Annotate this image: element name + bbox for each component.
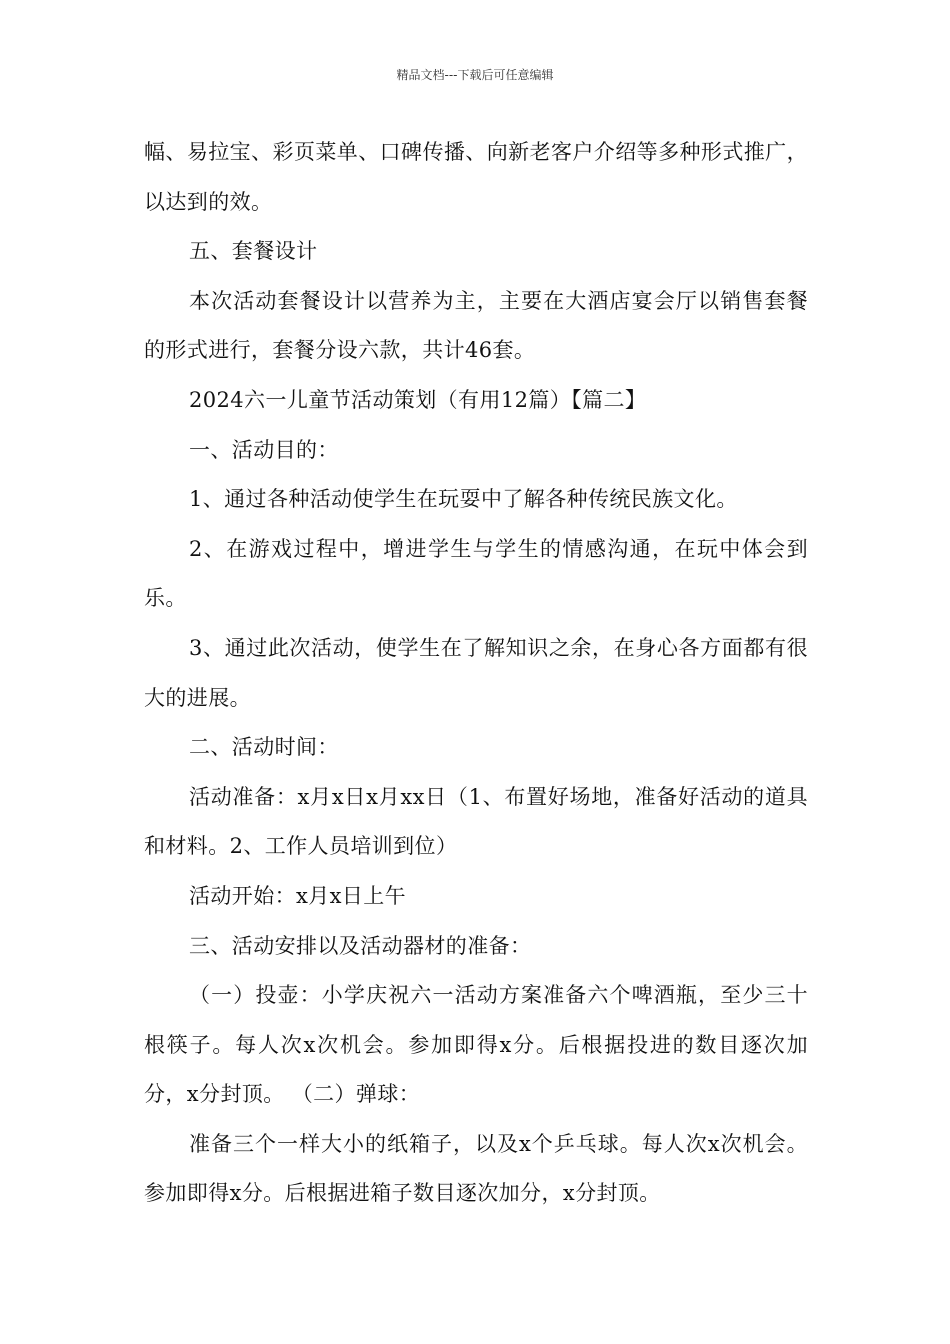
list-item: 1、通过各种活动使学生在玩耍中了解各种传统民族文化。: [189, 487, 738, 512]
list-item: 3、通过此次活动，使学生在了解知识之余，在身心各方面都有很大的进展。: [144, 635, 808, 710]
paragraph: （一）投壶：小学庆祝六一活动方案准备六个啤酒瓶，至少三十根筷子。每人次x次机会。参加即得x分。后根据投进的数目逐次加分，x分封顶。 （二）弹球：: [144, 983, 808, 1107]
page-header: 精品文档---下载后可任意编辑: [396, 68, 554, 82]
document-body: [144, 128, 808, 1219]
paragraph: 活动开始：x月x日上午: [189, 883, 407, 908]
section-heading: 三、活动安排以及活动器材的准备：: [189, 933, 532, 958]
list-item: 2、在游戏过程中，增进学生与学生的情感沟通，在玩中体会到乐。: [144, 536, 808, 611]
paragraph: 幅、易拉宝、彩页菜单、口碑传播、向新老客户介绍等多种形式推广，以达到的效。: [144, 140, 808, 214]
document-title-line: 2024六一儿童节活动策划（有用12篇）【篇二】: [189, 387, 647, 412]
section-heading: 一、活动目的：: [189, 437, 339, 462]
paragraph: 准备三个一样大小的纸箱子，以及x个乒乓球。每人次x次机会。参加即得x分。后根据进箱子数目逐次加分，x分封顶。: [144, 1131, 808, 1206]
paragraph: 本次活动套餐设计以营养为主，主要在大酒店宴会厅以销售套餐的形式进行，套餐分设六款，共计46套。: [144, 288, 808, 363]
section-heading: 五、套餐设计: [189, 239, 318, 264]
paragraph: 活动准备：x月x日x月xx日（1、布置好场地，准备好活动的道具和材料。2、工作人员培训到位）: [144, 784, 808, 859]
section-heading: 二、活动时间：: [189, 735, 339, 760]
